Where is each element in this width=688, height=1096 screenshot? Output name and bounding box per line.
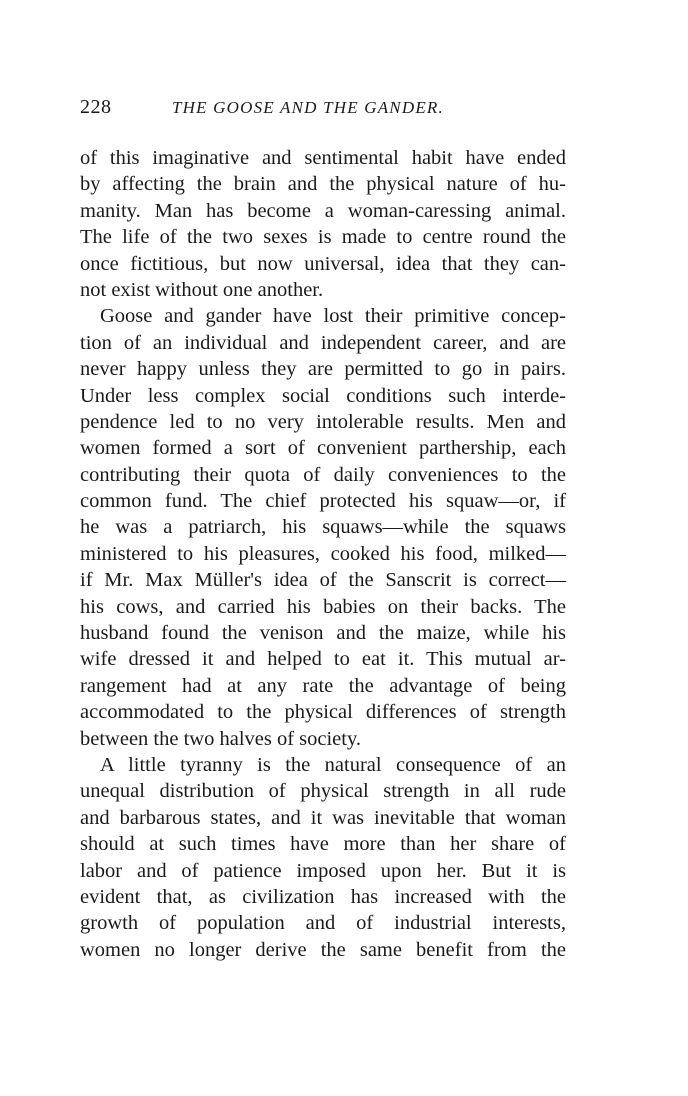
text-line: ministered to his pleasures, cooked his food, milked— [80, 542, 566, 565]
text-line: once fictitious, but now universal, idea that they can- [80, 252, 566, 275]
text-line: manity. Man has become a woman-caressing animal. [80, 199, 566, 222]
text-line: husband found the venison and the maize, while his [80, 622, 566, 645]
running-head: THE GOOSE AND THE GANDER. [172, 98, 444, 117]
text-line: never happy unless they are permitted to go in pairs. [80, 358, 566, 381]
text-line: accommodated to the physical differences of strength [80, 701, 566, 724]
text-line: tion of an individual and independent career, and are [80, 331, 566, 354]
paragraph-start-line: A little tyranny is the natural consequence of an [100, 753, 566, 776]
text-line: between the two halves of society. [80, 727, 362, 750]
text-line: evident that, as civilization has increased with the [80, 885, 566, 908]
paragraph-start-line: Goose and gander have lost their primitive concep- [100, 305, 566, 328]
page-number: 228 [80, 96, 112, 118]
text-line: common fund. The chief protected his squaw—or, if [80, 490, 566, 513]
text-line: his cows, and carried his babies on their backs. The [80, 595, 566, 618]
text-line: rangement had at any rate the advantage of being [80, 674, 566, 697]
text-line: women formed a sort of convenient parthership, each [80, 437, 566, 460]
text-line: not exist without one another. [80, 278, 324, 301]
text-line: contributing their quota of daily conveniences to the [80, 463, 566, 486]
text-line: if Mr. Max Müller's idea of the Sanscrit is correct— [80, 569, 566, 592]
text-line: and barbarous states, and it was inevitable that woman [80, 806, 566, 829]
text-line: labor and of patience imposed upon her. But it is [80, 859, 566, 882]
text-line: of this imaginative and sentimental habit have ended [80, 147, 566, 169]
text-line: Under less complex social conditions such interde- [80, 384, 566, 407]
text-line: he was a patriarch, his squaws—while the squaws [80, 516, 566, 539]
body-text [80, 145, 566, 963]
text-line: by affecting the brain and the physical nature of hu- [80, 173, 566, 196]
text-line: should at such times have more than her share of [80, 833, 566, 856]
text-line: The life of the two sexes is made to centre round the [80, 226, 566, 249]
page-header [80, 96, 566, 126]
text-line: pendence led to no very intolerable results. Men and [80, 410, 566, 433]
text-line: unequal distribution of physical strength in all rude [80, 780, 566, 803]
text-line: growth of population and of industrial interests, [80, 912, 566, 935]
text-line: women no longer derive the same benefit from the [80, 938, 566, 961]
text-line: wife dressed it and helped to eat it. This mutual ar- [80, 648, 566, 671]
